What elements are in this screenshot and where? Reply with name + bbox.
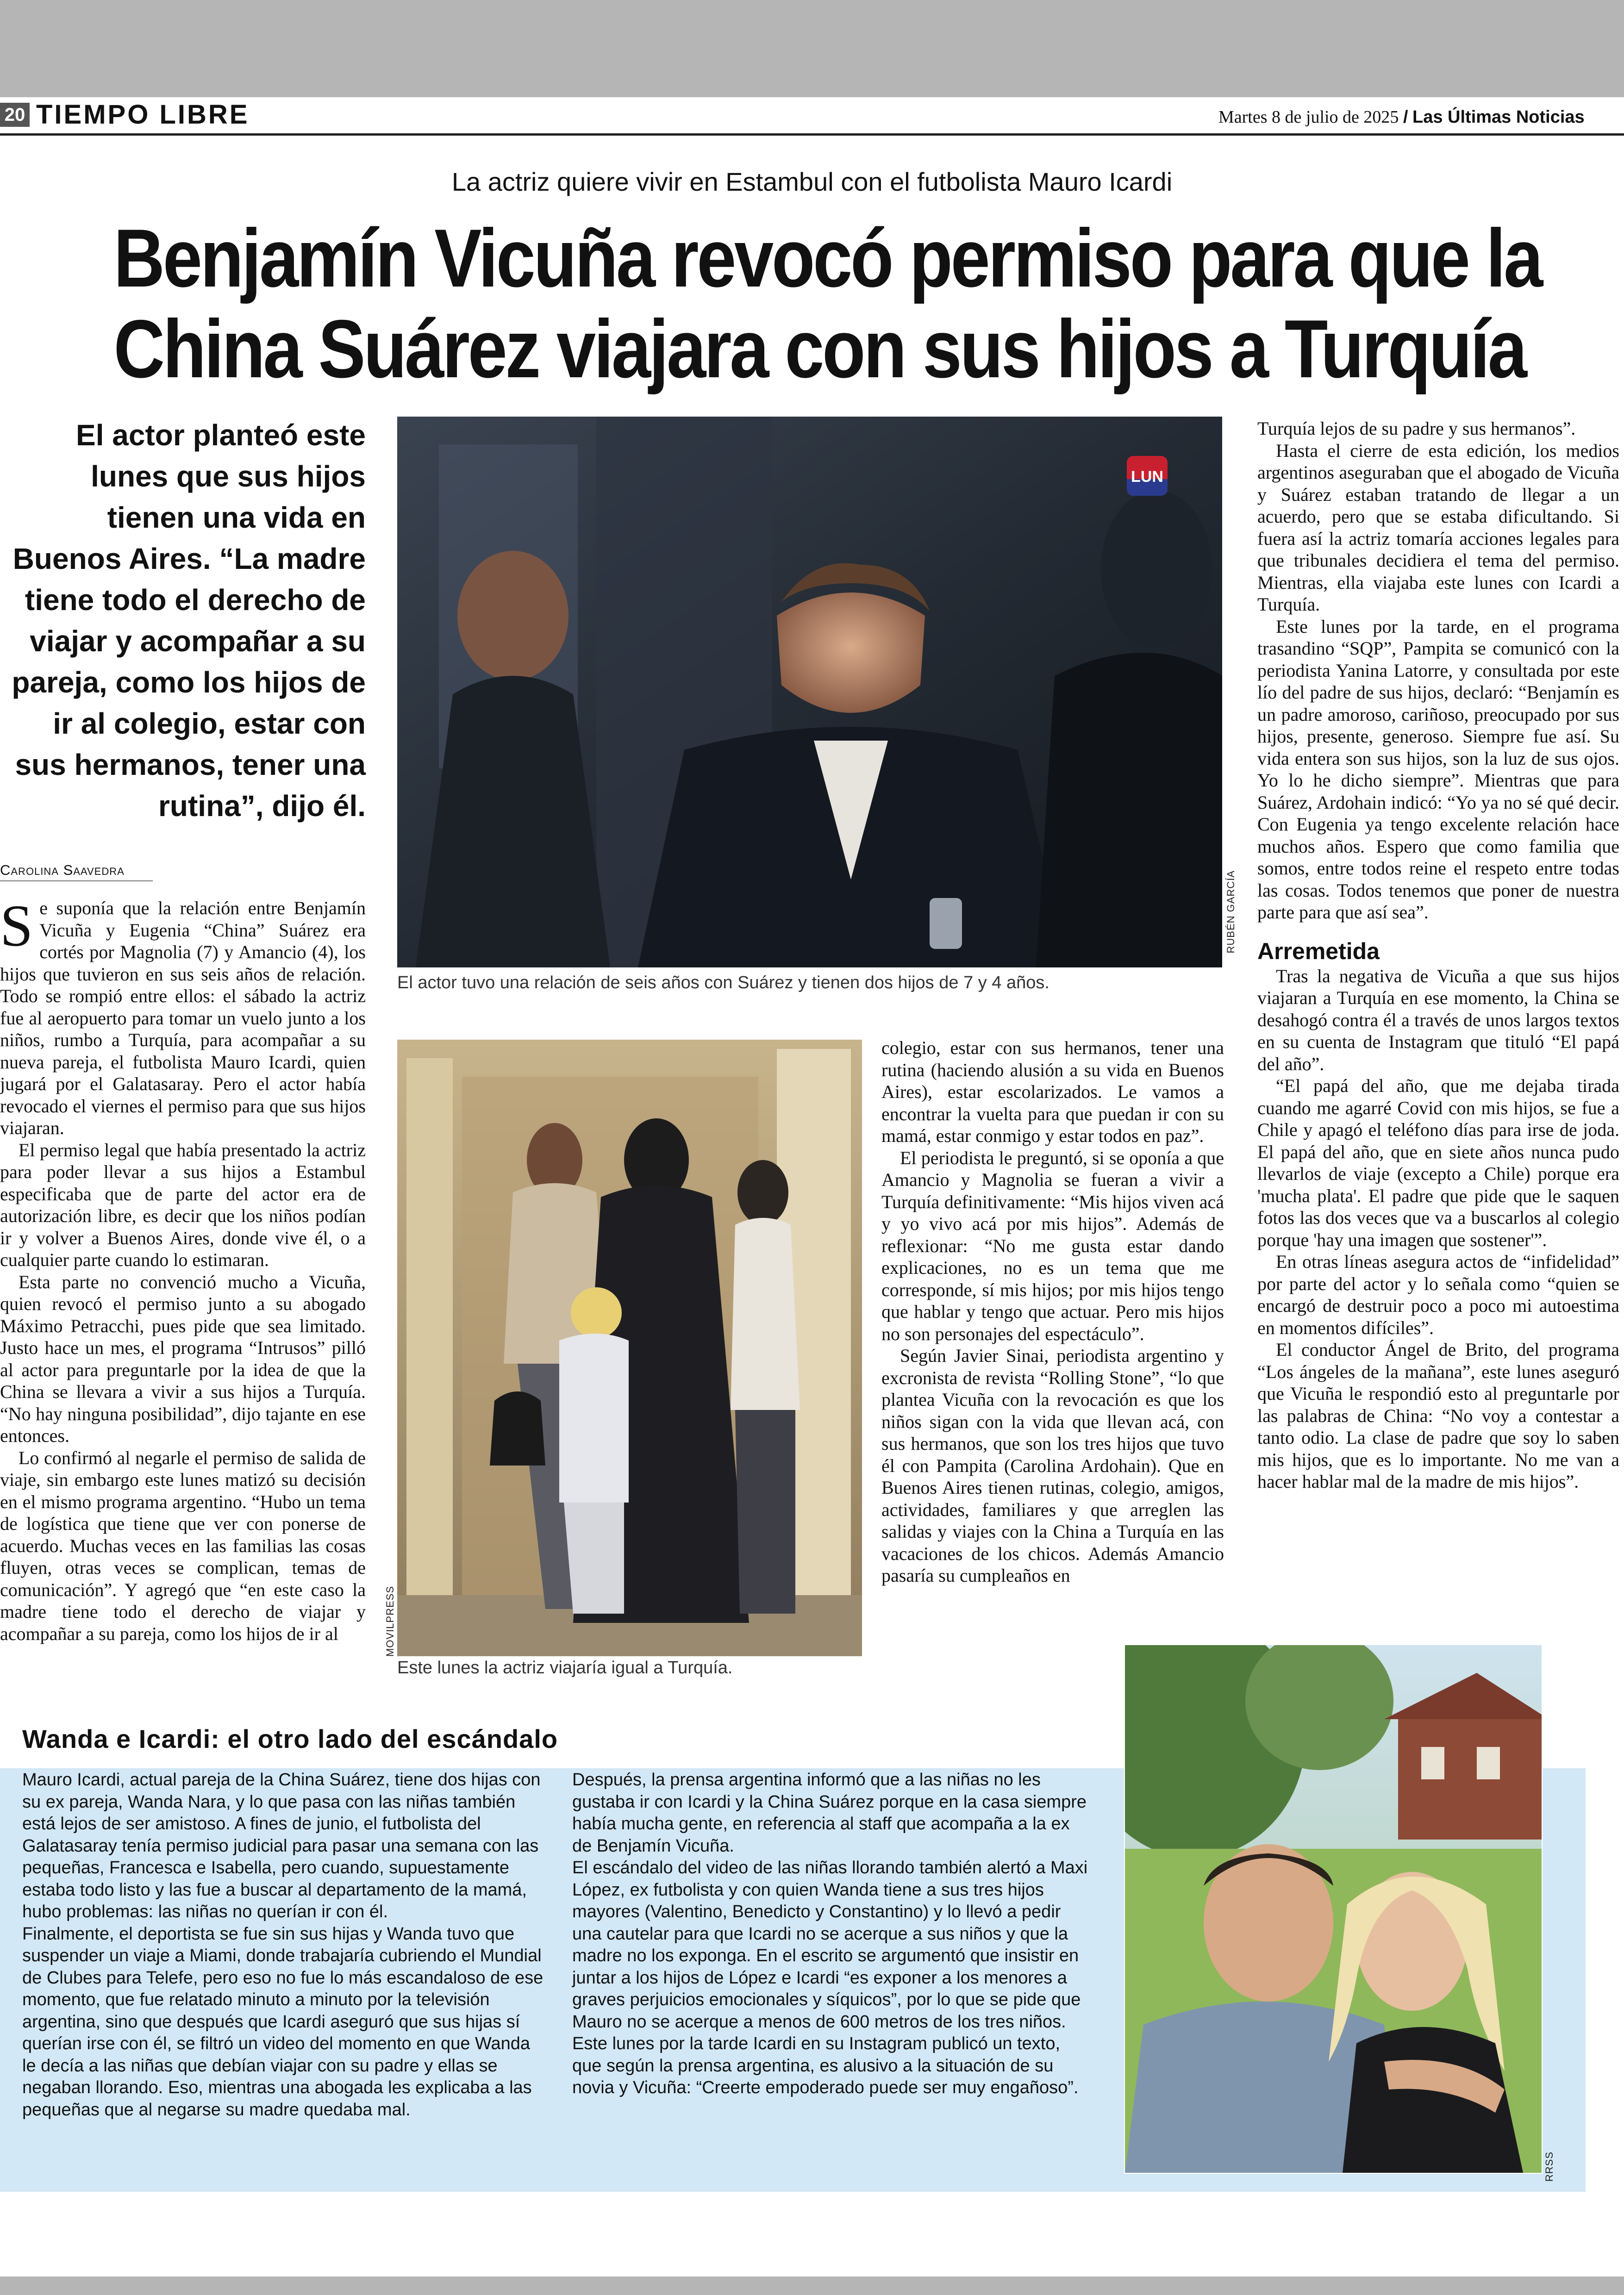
- header-rule: [0, 133, 1624, 136]
- article-column-2: [881, 1037, 1224, 1587]
- sidebar-right-paragraph-1: Después, la prensa argentina informó que a las niñas no les gustaba ir con Icardi y la China Suárez porque en la casa siempre había mucha gente, en referencia al staff que acompaña a la ex de Benjamín Vicuña.: [572, 1770, 1087, 1856]
- second-photo-illustration: [397, 1040, 862, 1656]
- headline-line-1: Benjamín Vicuña revocó permiso para que la: [113, 212, 1541, 304]
- bottom-band: [0, 2276, 1624, 2295]
- lun-logo-mark: [1127, 456, 1168, 496]
- byline: Carolina Saavedra: [0, 862, 153, 881]
- column-1-text-1: e suponía que la relación entre Benjamín Vicuña y Eugenia “China” Suárez era cortés por Magnolia (7) y Amancio (4), los hijos que tuvieron en sus seis años de relación. Todo se rompió entre ellos: el sábado la actriz fue al aeropuerto para tomar un vuelo junto a los niños, rumbo a Turquía, para acompañar a su nueva pareja, el futbolista Mauro Icardi, quien jugará por el Galatasaray. Pero el actor había revocado el viernes el permiso para que sus hijos viajaran.: [0, 898, 366, 1138]
- publication-name: Las Últimas Noticias: [1412, 107, 1585, 127]
- column-3-paragraph-4: Tras la negativa de Vicuña a que sus hijos viajaran a Turquía en ese momento, la China se desahogó contra él a través de unos largos textos en su cuenta de Instagram que tituló “El papá del año”.: [1257, 965, 1619, 1074]
- column-3-paragraph-1: Turquía lejos de su padre y sus hermanos”.: [1257, 418, 1576, 439]
- column-3-paragraph-7: El conductor Ángel de Brito, del programa “Los ángeles de la mañana”, este lunes aseguró que Vicuña le respondió esto al preguntarle por las palabras de China: “No voy a contestar a tanto odio. La clase de padre que soy lo saben mis hijos, que es lo importante. No me van a hacer hablar mal de la madre de mis hijos”.: [1257, 1339, 1619, 1492]
- dateline-separator: /: [1403, 107, 1408, 127]
- deck: El actor planteó este lunes que sus hijos tienen una vida en Buenos Aires. “La madre tiene todo el derecho de viajar y acompañar a su pareja, como los hijos de ir al colegio, estar con sus hermanos, tener una rutina”, dijo él.: [12, 418, 366, 823]
- headline: [113, 212, 1541, 395]
- issue-date: Martes 8 de julio de 2025: [1218, 107, 1399, 127]
- lun-logo: [1127, 456, 1168, 496]
- article-column-3: [1257, 418, 1619, 1493]
- section-title: TIEMPO LIBRE: [36, 100, 250, 130]
- sidebar-left-paragraph-1: Mauro Icardi, actual pareja de la China Suárez, tiene dos hijas con su ex pareja, Wanda Nara, y lo que pasa con las niñas también está lejos de ser amistoso. A fines de junio, el futbolista del Galatasaray tenía permiso judicial para pasar una semana con las pequeñas, Francesca e Isabella, pero cuando, supuestamente estaba todo listo y las fue a buscar al departamento de la mamá, hubo problemas: las niñas no querían ir con él.: [22, 1770, 541, 1921]
- page-number: 20: [0, 103, 30, 127]
- sidebar-photo: [1124, 1644, 1543, 2174]
- top-band: [0, 0, 1624, 97]
- second-photo-credit: MOVILPRESS: [384, 1586, 396, 1657]
- second-photo: [397, 1040, 862, 1656]
- dateline: [1218, 106, 1585, 128]
- column-1-paragraph-4: Lo confirmó al negarle el permiso de salida de viaje, sin embargo este lunes matizó su decisión en el mismo programa argentino. “Hubo un tema de logística que tiene que ver con ponerse de acuerdo. Muchas veces en las familias las cosas fluyen, otras veces se complican, temas de comunicación”. Y agregó que “en este caso la madre tiene todo el derecho de viajar y acompañar a su pareja, como los hijos de ir al: [0, 1447, 366, 1644]
- column-2-paragraph-2: El periodista le preguntó, si se oponía a que Amancio y Magnolia se fueran a vivir a Turquía definitivamente: “Mis hijos viven acá y yo vivo acá por mis hijos”. Además de reflexionar: “No me gusta estar dando explicaciones, no es un tema que me corresponde, sí mis hijos; por mis hijos tengo que hablar y tengo que actuar. Pero mis hijos no son personajes del espectáculo”.: [881, 1147, 1224, 1344]
- column-3-paragraph-3: Este lunes por la tarde, en el programa trasandino “SQP”, Pampita se comunicó con la periodista Yanina Latorre, y consultada por este lío del padre de sus hijos, declaró: “Benjamín es un padre amoroso, cariñoso, preocupado por sus hijos, presente, generoso. Siempre fue así. Su vida entera son sus hijos, son la luz de sus ojos. Yo lo he dicho siempre”. Mientras que para Suárez, Ardohain indicó: “Yo ya no sé qué decir. Con Eugenia ya tengo excelente relación hace muchos años. Espero que como familia que somos, entre todos reine el respeto entre todas las cosas. Todos tenemos que poner de nuestra parte para que así sea”.: [1257, 616, 1619, 923]
- second-photo-caption: Este lunes la actriz viajaría igual a Turquía.: [397, 1658, 733, 1678]
- column-1-paragraph-1: [0, 893, 366, 1139]
- main-photo-credit: RUBÉN GARCÍA: [1225, 870, 1237, 954]
- sidebar-column-left: [22, 1769, 545, 2121]
- column-2-paragraph-1: colegio, estar con sus hermanos, tener una rutina (haciendo alusión a su vida en Buenos Aires), estar escolarizados. Le vamos a encontrar la vuelta para que puedan ir con su mamá, estar conmigo y estar todos en paz”.: [881, 1037, 1224, 1146]
- drop-cap: S: [0, 893, 33, 959]
- subhead-arremetida: Arremetida: [1257, 938, 1380, 964]
- column-3-paragraph-6: En otras líneas asegura actos de “infidelidad” por parte del actor y lo señala como “quien se encargó de destruir poco a poco mi autoestima en momentos difíciles”.: [1257, 1251, 1619, 1338]
- kicker: La actriz quiere vivir en Estambul con el futbolista Mauro Icardi: [451, 167, 1173, 196]
- main-photo: [397, 417, 1222, 967]
- main-photo-caption: El actor tuvo una relación de seis años con Suárez y tienen dos hijos de 7 y 4 años.: [397, 973, 1049, 992]
- sidebar-column-right: [572, 1769, 1091, 2099]
- article-column-1: [0, 893, 366, 1645]
- sidebar-right-paragraph-3: Este lunes por la tarde Icardi en su Instagram publicó un texto, que según la prensa argentina, es alusivo a la situación de su novia y Vicuña: “Creerte empoderado puede ser muy engañoso”.: [572, 2034, 1079, 2097]
- column-1-paragraph-2: El permiso legal que había presentado la actriz para poder llevar a sus hijos a Estambul especificaba que de parte del actor era de autorización libre, es decir que los niños podían ir y volver a Buenos Aires, donde vive él, o a cualquier parte cuando lo estimaran.: [0, 1139, 366, 1270]
- sidebar-title: Wanda e Icardi: el otro lado del escándalo: [22, 1724, 558, 1753]
- column-3-paragraph-5: “El papá del año, que me dejaba tirada cuando me agarré Covid con mis hijos, se fue a Chile y apagó el teléfono días para irse de joda. El papá del año, que en siete años nunca pudo llevarlos de viaje (excepto a Chile) porque era 'mucha plata'. El padre que pide que le saquen fotos las dos veces que va a buscarlos al colegio porque 'hay una imagen que sostener'”.: [1257, 1075, 1619, 1250]
- column-2-paragraph-3: Según Javier Sinai, periodista argentino y excronista de revista “Rolling Stone”, “lo que plantea Vicuña con la revocación es que los niños sigan con la vida que llevan acá, con sus hermanos, que son los tres hijos que tuvo él con Pampita (Carolina Ardohain). Que en Buenos Aires tienen rutinas, colegio, amigos, actividades, familiares y que arreglen las salidas y viajes con la China a Turquía en las vacaciones de los chicos. Además Amancio pasaría su cumpleaños en: [881, 1345, 1224, 1586]
- lun-logo-text: LUN: [1131, 468, 1163, 486]
- sidebar-right-paragraph-2: El escándalo del video de las niñas llorando también alertó a Maxi López, ex futbolista y con quien Wanda tiene a sus tres hijos mayores (Valentino, Benedicto y Constantino) y lo llevó a pedir una cautelar para que Icardi no se acerque a sus niños y que la madre no los exponga. En el escrito se argumentó que insistir en juntar a los hijos de López e Icardi “es exponer a los menores a graves perjuicios emocionales y síquicos”, por lo que se pide que Mauro no se acerque a menos de 600 metros de los tres niños.: [572, 1858, 1088, 2032]
- sidebar-left-paragraph-2: Finalmente, el deportista se fue sin sus hijas y Wanda tuvo que suspender un viaje a Miami, donde trabajaría cubriendo el Mundial de Clubes para Telefe, pero eso no fue lo más escandaloso de ese momento, que fue relatado minuto a minuto por la televisión argentina, sino que después que Icardi aseguró que sus hijas sí querían irse con él, se filtró un video del momento en que Wanda le decía a las niñas que debían viajar con su padre y ellas se negaban llorando. Eso, mientras una abogada les explicaba a las pequeñas que al negarse su madre quedaba mal.: [22, 1924, 543, 2120]
- column-1-paragraph-3: Esta parte no convenció mucho a Vicuña, quien revocó el permiso junto a su abogado Máximo Petracchi, pues pide que sea limitado. Justo hace un mes, el programa “Intrusos” pilló al actor para preguntarle por la idea de que la China se llevara a vivir a sus hijos a Turquía. “No hay ninguna posibilidad”, dijo tajante en ese entonces.: [0, 1271, 366, 1446]
- sidebar-photo-credit: RRSS: [1543, 2152, 1555, 2182]
- sidebar-photo-illustration: [1125, 1645, 1542, 2173]
- main-photo-illustration: [397, 417, 1222, 967]
- column-3-paragraph-2: Hasta el cierre de esta edición, los medios argentinos aseguraban que el abogado de Vicuña y Suárez estaban tratando de llegar a un acuerdo, pero que se estaba dificultando. Si fuera así la actriz tomaría acciones legales para que tribunales decidiera el tema del permiso. Mientras, ella viajaba este lunes con Icardi a Turquía.: [1257, 440, 1619, 615]
- headline-line-2: China Suárez viajara con sus hijos a Turquía: [113, 303, 1525, 395]
